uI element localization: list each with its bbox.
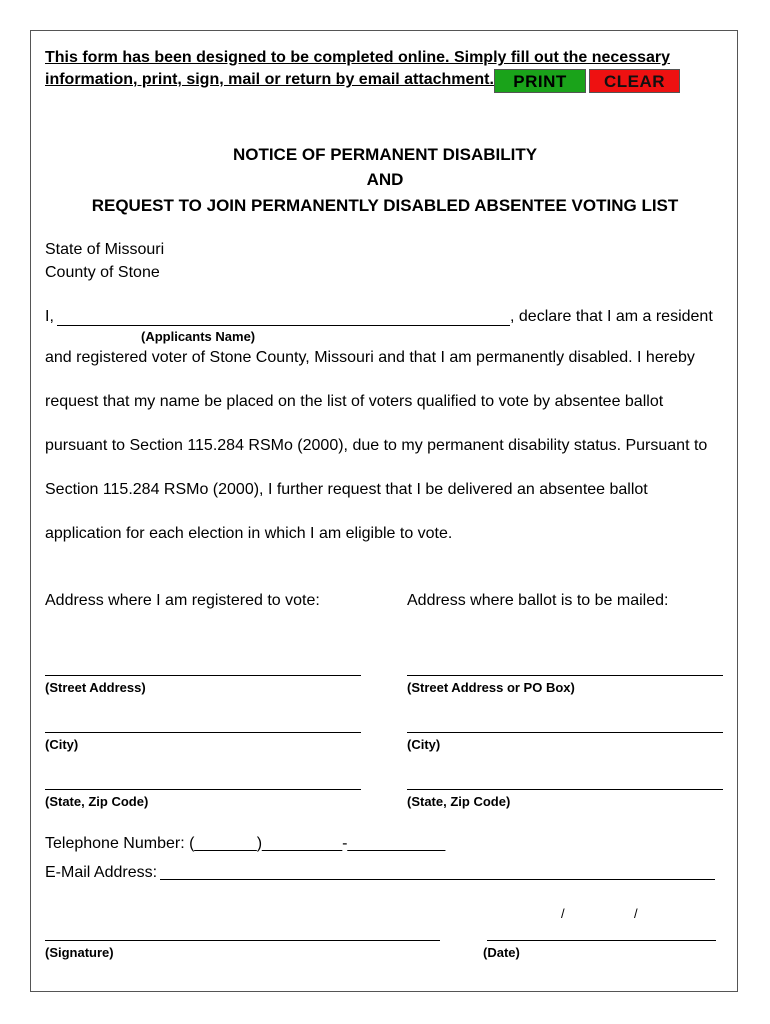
registered-address-heading: Address where I am registered to vote: [45, 592, 320, 609]
mailing-city-label: (City) [407, 737, 441, 752]
signature-label: (Signature) [45, 945, 114, 960]
form-title-line-1: NOTICE OF PERMANENT DISABILITY [232, 145, 538, 164]
declaration-body-line: and registered voter of Stone County, Missouri and that I am permanently disabled. I hereby [45, 349, 695, 366]
registered-city-label: (City) [45, 737, 79, 752]
telephone-field[interactable]: Telephone Number: (_______)_________-___________ [45, 835, 446, 852]
mailing-street-label: (Street Address or PO Box) [407, 680, 575, 695]
applicant-name-field[interactable] [57, 325, 510, 326]
mailing-state-zip-field[interactable] [407, 789, 723, 790]
signature-field[interactable] [45, 940, 440, 941]
online-notice-line-1: This form has been designed to be completed online. Simply fill out the necessary [45, 49, 671, 66]
registered-city-field[interactable] [45, 732, 361, 733]
mailing-address-heading: Address where ballot is to be mailed: [407, 592, 669, 609]
declaration-body-line: application for each election in which I am eligible to vote. [45, 525, 453, 542]
form-title-line-3: REQUEST TO JOIN PERMANENTLY DISABLED ABSENTEE VOTING LIST [91, 196, 679, 215]
declaration-body-line: request that my name be placed on the list of voters qualified to vote by absentee ballot [45, 393, 664, 410]
mailing-state-zip-label: (State, Zip Code) [407, 794, 511, 809]
registered-state-zip-field[interactable] [45, 789, 361, 790]
date-separator: / [561, 906, 565, 921]
date-label: (Date) [483, 945, 520, 960]
mailing-city-field[interactable] [407, 732, 723, 733]
clear-button[interactable]: CLEAR [589, 69, 680, 93]
county-text: County of Stone [45, 264, 160, 281]
registered-state-zip-label: (State, Zip Code) [45, 794, 149, 809]
form-title-line-2: AND [366, 170, 404, 189]
registered-street-label: (Street Address) [45, 680, 146, 695]
online-notice-line-2: information, print, sign, mail or return by email attachment. [45, 71, 494, 88]
declaration-suffix: , declare that I am a resident [510, 308, 713, 325]
print-button[interactable]: PRINT [494, 69, 586, 93]
declaration-prefix: I, [45, 308, 54, 325]
applicant-name-label: (Applicants Name) [141, 329, 256, 344]
mailing-street-field[interactable] [407, 675, 723, 676]
date-separator: / [634, 906, 638, 921]
registered-street-field[interactable] [45, 675, 361, 676]
email-field[interactable] [160, 879, 715, 880]
date-field[interactable] [487, 940, 716, 941]
email-label: E-Mail Address: [45, 864, 158, 881]
declaration-body-line: Section 115.284 RSMo (2000), I further request that I be delivered an absentee ballot [45, 481, 648, 498]
declaration-body-line: pursuant to Section 115.284 RSMo (2000), due to my permanent disability status. Pursuant to [45, 437, 708, 454]
state-text: State of Missouri [45, 241, 165, 258]
